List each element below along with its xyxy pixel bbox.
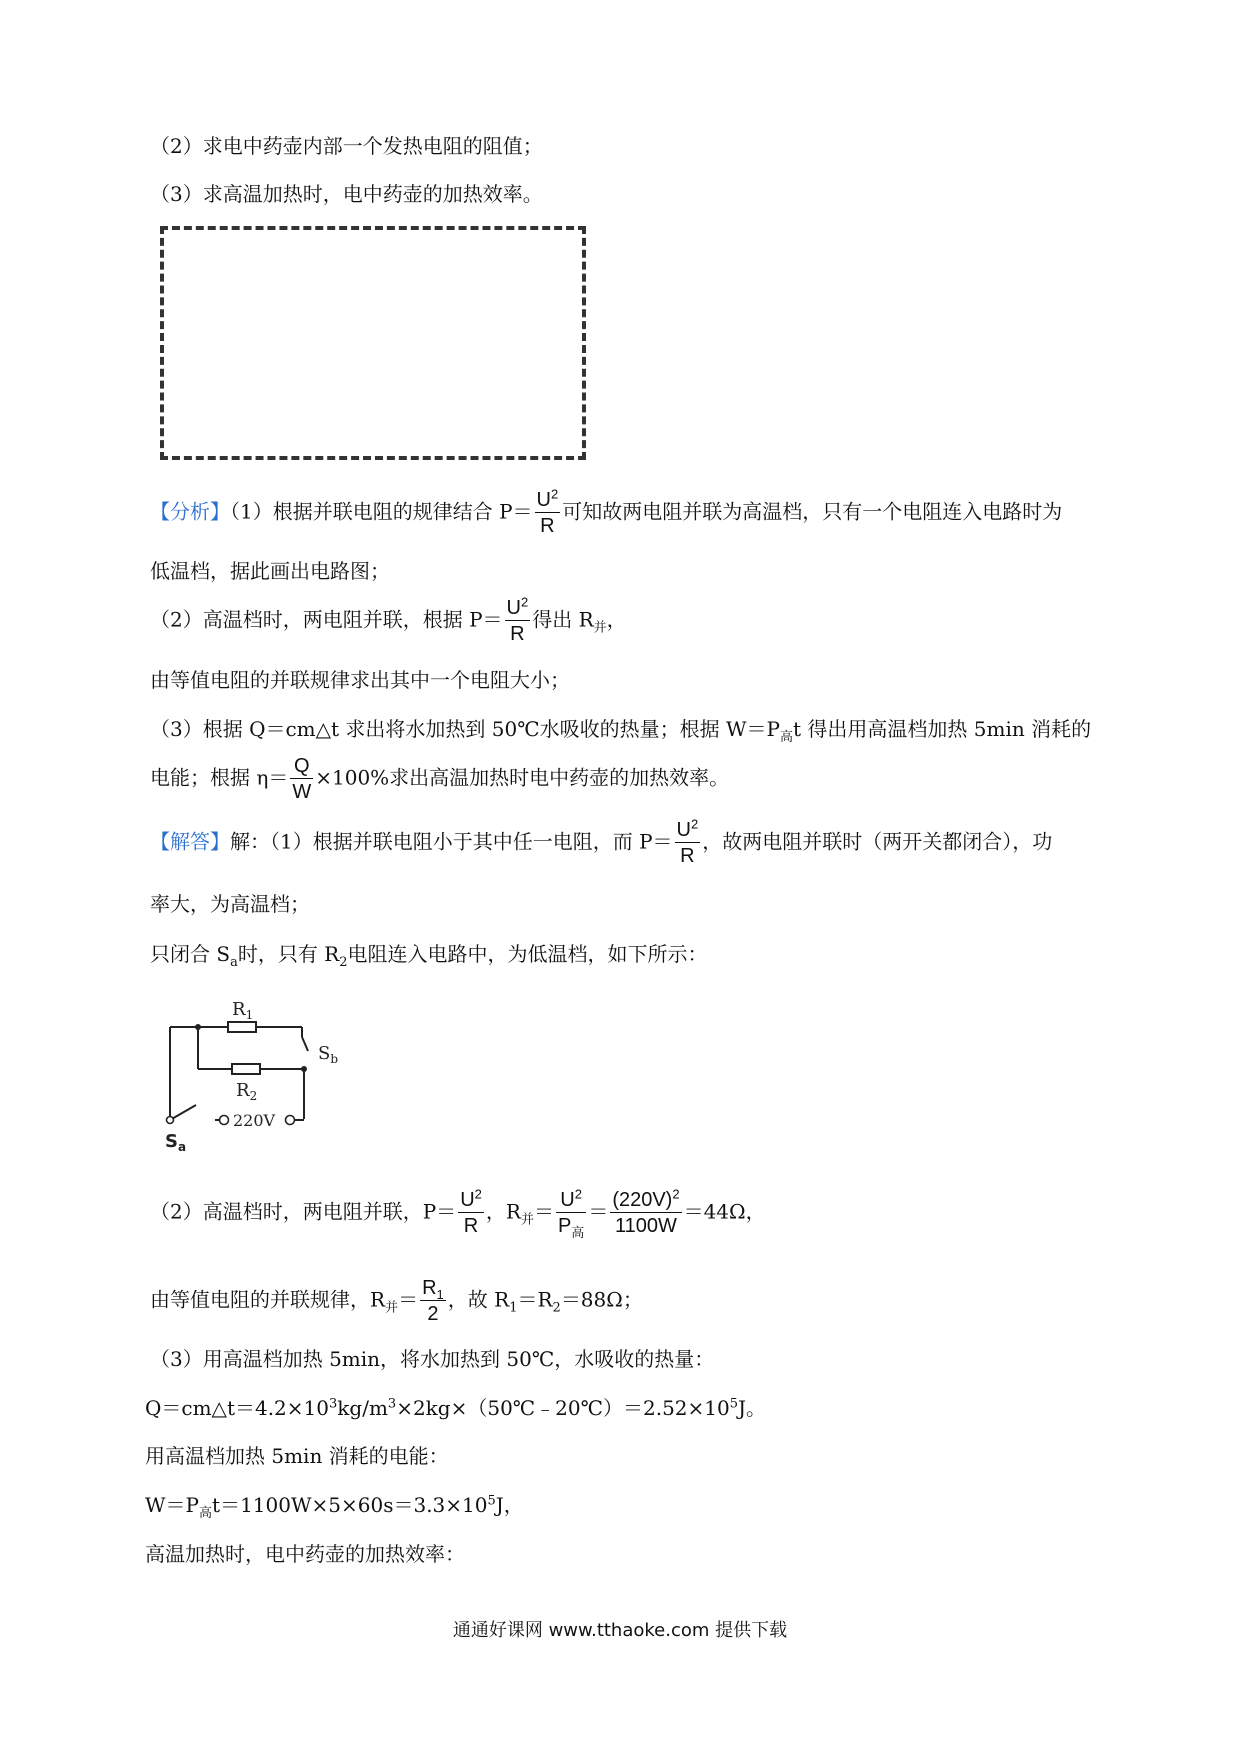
analysis-line-5: （3）根据 Q＝cm△t 求出将水加热到 50℃水吸收的热量；根据 $W=P_高t$ 得出用高温档加热 5min 消耗的 [150,717,1092,745]
solution-line-5: 由等值电阻的并联规律，$R_并=$ $\frac{R_1}{2}$ ，故 $R_1=R_2=88\Omega$； [150,1277,643,1325]
power-formula: $\frac{U^2}{R}$ [506,594,529,645]
footer-credit: 通通好课网 www.tthaoke.com 提供下载 [452,1620,788,1641]
analysis-line-4: 由等值电阻的并联规律求出其中一个电阻大小； [150,668,570,692]
equivalent-resistance-formula: $\frac{R_1}{2}$ [422,1277,444,1325]
analysis-line-2: 低温档，据此画出电路图； [150,559,390,583]
analysis-tag: 【分析】 [150,499,230,524]
analysis-line-6: 电能；根据 η＝ $\frac{Q}{W}$ ×100%求出高温加热时电中药壶的加热效率。 [150,755,730,803]
solution-line-1: 【解答】解：（1）根据并联电阻小于其中任一电阻，而 P＝ $\frac{U^2}{R}$ ，故两电阻并联时（两开关都闭合），功 [150,816,1053,867]
solution-line-9: $W=P_高t=1100W\times 5\times 60s=3.3\times 10^5J$， [145,1493,524,1521]
solution-line-8: 用高温档加热 5min 消耗的电能： [145,1444,449,1468]
analysis-line-3: （2）高温档时，两电阻并联，根据 P＝ $\frac{U^2}{R}$ 得出 $R_并$， [150,594,627,645]
terminal-left [220,1116,229,1125]
efficiency-formula: $\frac{Q}{W}$ [292,755,312,803]
label-r2: $R_2$ [236,1080,258,1103]
switch-contact [167,1117,174,1124]
solution-line-2: 率大，为高温档； [150,892,310,916]
question-2: （2）求电中药壶内部一个发热电阻的阻值； [150,134,543,158]
junction-dot [301,1066,307,1072]
solution-line-4: （2）高温档时，两电阻并联，P＝ $\frac{U^2}{R}$ ，$R_并=$ $\frac{U^2}{P_高}$ ＝ $\frac{(220V)^2}{1100W}$ ＝44Ω， [150,1186,766,1240]
junction-dot [195,1024,201,1030]
label-r1: $R_1$ [232,999,254,1022]
circuit-diagram [150,985,370,1155]
solution-tag: 【解答】 [150,829,230,854]
power-formula: $\frac{U^2}{R}$ [460,1186,482,1237]
solution-line-10: 高温加热时，电中药壶的加热效率： [145,1542,465,1566]
resistance-value-formula: $\frac{(220V)^2}{1100W}$ [612,1186,680,1237]
resistance-formula: $\frac{U^2}{P_高}$ [557,1186,585,1240]
label-sa: $S_a$ [165,1131,187,1154]
analysis-text: （1）根据并联电阻的规律结合 P＝ [230,499,533,524]
terminal-right [286,1116,295,1125]
solution-line-7: $Q=cm\triangle t=4.2\times 10^3kg/m^3\times 2kg\times(50℃﹣20℃)=2.52\times 10^5J$。 [145,1396,767,1420]
analysis-text: 可知故两电阻并联为高温档，只有一个电阻连入电路时为 [562,499,1063,524]
power-formula: $\frac{U^2}{R}$ [676,816,699,867]
power-formula: $\frac{U^2}{R}$ [536,486,559,537]
label-sb: $S_b$ [318,1043,339,1066]
analysis-line-1 [150,486,1063,537]
answer-drawing-box [160,226,586,460]
solution-line-3: 只闭合 $S_a$时，只有 $R_2$电阻连入电路中，为低温档，如下所示： [150,942,708,970]
label-voltage: 220V [233,1111,276,1130]
question-3: （3）求高温加热时，电中药壶的加热效率。 [150,182,543,206]
solution-line-6: （3）用高温档加热 5min，将水加热到 50℃，水吸收的热量： [150,1347,715,1371]
